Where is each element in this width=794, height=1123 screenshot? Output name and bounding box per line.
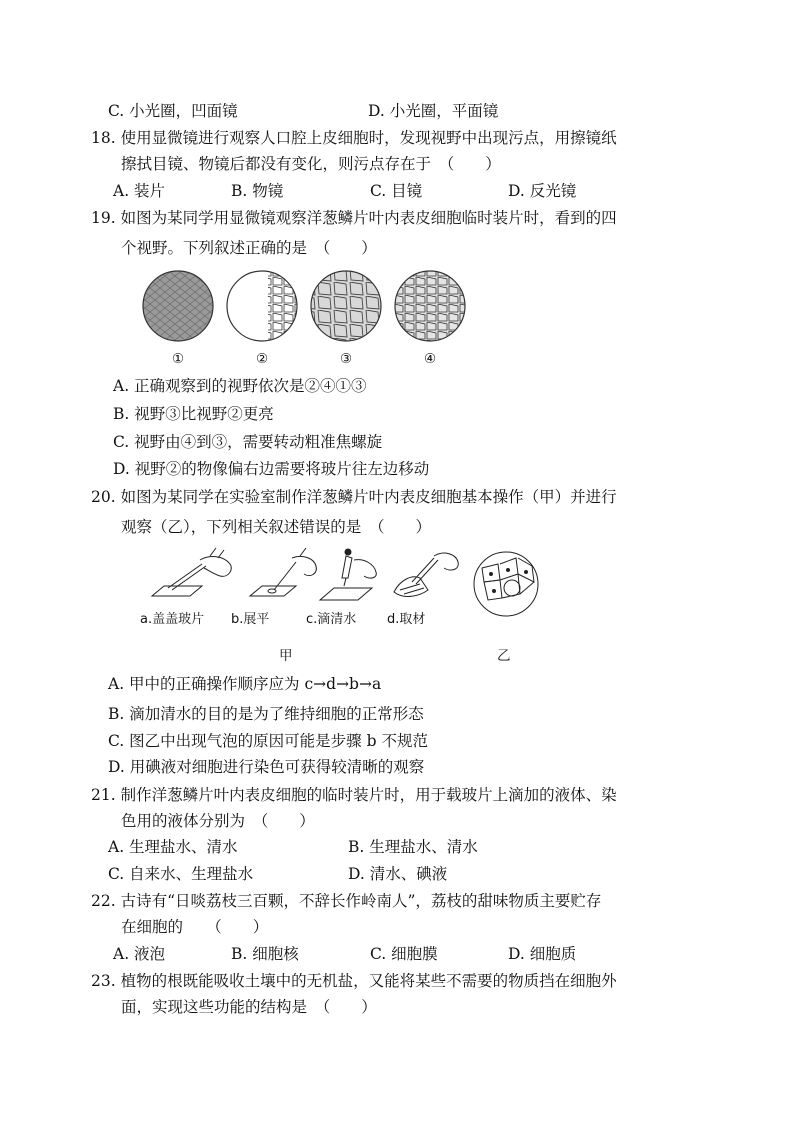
- step-label-b: b.展平: [231, 612, 270, 627]
- q19-microscope-views: [140, 268, 480, 348]
- q23-stem-line1: 23. 植物的根既能吸收土壤中的无机盐，又能将某些不需要的物质挡在细胞外: [91, 972, 617, 990]
- q20-operation-steps-figure: [150, 544, 550, 616]
- q22-option-d: D. 细胞质: [508, 945, 577, 963]
- q18-stem-line2: 擦拭目镜、物镜后都没有变化，则污点存在于 （ ）: [121, 155, 501, 173]
- step-a-cover-slip-drawing: [152, 548, 231, 596]
- q21-stem-line2: 色用的液体分别为 （ ）: [121, 812, 315, 830]
- figure-label-yi: 乙: [497, 648, 511, 664]
- q21-option-b: B. 生理盐水、清水: [348, 838, 478, 856]
- q19-option-c: C. 视野由④到③，需要转动粗准焦螺旋: [113, 433, 383, 451]
- step-b-flatten-drawing: [250, 548, 316, 596]
- q21-option-c: C. 自来水、生理盐水: [108, 865, 254, 883]
- q23-stem-line2: 面，实现这些功能的结构是 （ ）: [121, 998, 377, 1016]
- q21-stem-line1: 21. 制作洋葱鳞片叶内表皮细胞的临时装片时，用于载玻片上滴加的液体、染: [91, 786, 617, 804]
- q20-option-b: B. 滴加清水的目的是为了维持细胞的正常形态: [108, 705, 424, 723]
- view-label-1: ①: [172, 351, 185, 367]
- q18-option-c: C. 目镜: [370, 182, 423, 200]
- q19-stem-line1: 19. 如图为某同学用显微镜观察洋葱鳞片叶内表皮细胞临时装片时，看到的四: [91, 209, 617, 227]
- view-label-3: ③: [340, 351, 353, 367]
- step-d-take-material-drawing: [394, 553, 458, 596]
- step-label-a: a.盖盖玻片: [140, 612, 205, 627]
- view-label-2: ②: [256, 351, 269, 367]
- q21-option-a: A. 生理盐水、清水: [108, 838, 238, 856]
- q18-stem-line1: 18. 使用显微镜进行观察人口腔上皮细胞时，发现视野中出现污点，用擦镜纸: [91, 129, 617, 147]
- q22-option-a: A. 液泡: [113, 945, 166, 963]
- q20-stem-line2: 观察（乙），下列相关叙述错误的是 （ ）: [121, 518, 432, 536]
- step-c-drop-water-drawing: [320, 549, 376, 600]
- step-label-d: d.取材: [387, 612, 426, 627]
- q22-stem-line1: 22. 古诗有“日啖荔枝三百颗，不辞长作岭南人”，荔枝的甜味物质主要贮存: [91, 892, 602, 910]
- yi-microscope-view-drawing: [474, 552, 538, 616]
- q22-stem-line2: 在细胞的 （ ）: [121, 918, 269, 936]
- q20-option-d: D. 用碘液对细胞进行染色可获得较清晰的观察: [108, 758, 425, 776]
- q18-option-b: B. 物镜: [231, 182, 284, 200]
- q17-option-d: D. 小光圈，平面镜: [368, 102, 499, 120]
- q20-option-a: A. 甲中的正确操作顺序应为 c→d→b→a: [108, 675, 382, 693]
- q22-option-b: B. 细胞核: [231, 945, 299, 963]
- q21-option-d: D. 清水、碘液: [348, 865, 448, 883]
- q20-stem-line1: 20. 如图为某同学在实验室制作洋葱鳞片叶内表皮细胞基本操作（甲）并进行: [91, 488, 617, 506]
- q19-stem-line2: 个视野。下列叙述正确的是 （ ）: [121, 239, 377, 257]
- q22-option-c: C. 细胞膜: [370, 945, 438, 963]
- q19-option-b: B. 视野③比视野②更亮: [113, 405, 274, 423]
- q18-option-a: A. 装片: [113, 182, 166, 200]
- q17-option-c: C. 小光圈，凹面镜: [108, 102, 238, 120]
- q18-option-d: D. 反光镜: [508, 182, 577, 200]
- q19-option-a: A. 正确观察到的视野依次是②④①③: [113, 377, 367, 395]
- view-label-4: ④: [424, 351, 437, 367]
- q19-option-d: D. 视野②的物像偏右边需要将玻片往左边移动: [113, 460, 430, 478]
- step-label-c: c.滴清水: [306, 612, 357, 627]
- q20-option-c: C. 图乙中出现气泡的原因可能是步骤 b 不规范: [108, 732, 428, 750]
- figure-label-jia: 甲: [279, 648, 293, 664]
